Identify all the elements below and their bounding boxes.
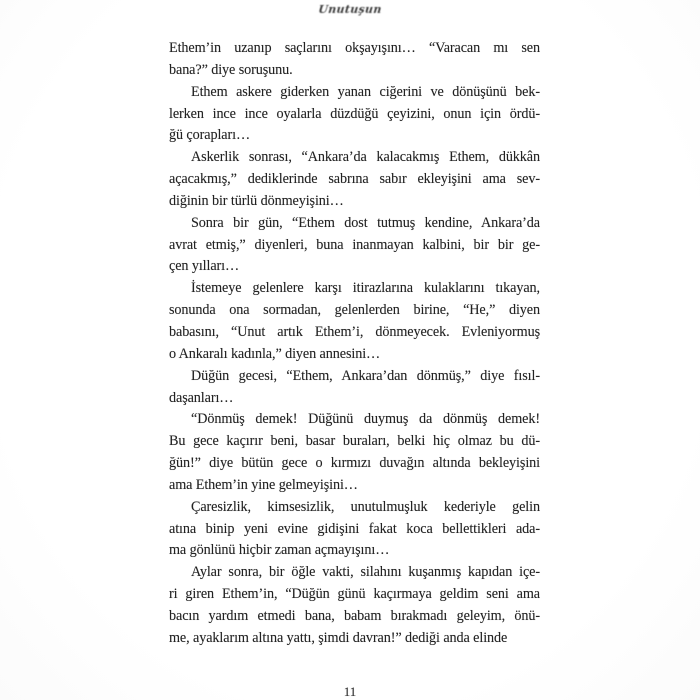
- text-line: bana?” diye soruşunu.: [169, 61, 293, 78]
- text-line: Ethem’in uzanıp saçlarını okşayışını… “Varacan mı sen: [169, 40, 540, 56]
- text-line: ri giren Ethem’in, “Düğün günü kaçırmaya geldim seni ama: [169, 586, 540, 603]
- paragraph: [169, 38, 540, 82]
- text-line: İstemeye gelenlere karşı itirazlarına kulaklarını tıkayan,: [191, 280, 540, 297]
- text-line: o Ankaralı kadınla,” diyen annesini…: [169, 345, 381, 362]
- text-line: Ethem askere giderken yanan ciğerini ve dönüşünü bek-: [191, 83, 540, 100]
- text-line: ama Ethem’in yine gelmeyişini…: [169, 476, 358, 493]
- paragraph: [169, 366, 540, 410]
- paragraph: [169, 409, 540, 496]
- text-line: çen yılları…: [169, 258, 240, 275]
- paragraph: [169, 562, 540, 649]
- text-line: diğinin bir türlü dönmeyişini…: [169, 192, 344, 209]
- text-block: [169, 38, 540, 650]
- paragraph: [169, 82, 540, 148]
- text-line: Çaresizlik, kimsesizlik, unutulmuşluk kederiyle gelin: [191, 498, 540, 515]
- text-line: me, ayaklarım altına yattı, şimdi davran!” dediği anda elinde: [169, 629, 508, 646]
- text-line: ma gönlünü hiçbir zaman açmayışını…: [169, 542, 390, 559]
- text-line: bacın yardım etmedi bana, babam bırakmadı geleyim, önü-: [169, 607, 540, 624]
- text-line: lerken ince ince oyalarla düzdüğü çeyizini, onun için ördü-: [169, 105, 540, 122]
- text-line: Sonra bir gün, “Ethem dost tutmuş kendine, Ankara’da: [191, 214, 540, 231]
- text-line: daşanları…: [169, 389, 234, 406]
- text-line: ğü çorapları…: [169, 127, 251, 144]
- text-line: avrat etmiş,” diyenleri, buna inanmayan kalbini, bir bir ge-: [169, 236, 540, 253]
- text-line: Düğün gecesi, “Ethem, Ankara’dan dönmüş,” diye fısıl-: [191, 367, 540, 384]
- paragraph: [169, 213, 540, 279]
- text-line: Askerlik sonrası, “Ankara’da kalacakmış Ethem, dükkân: [191, 149, 540, 166]
- text-line: “Dönmüş demek! Düğünü duymuş da dönmüş demek!: [191, 411, 540, 428]
- text-line: Aylar sonra, bir öğle vakti, silahını kuşanmış kapıdan içe-: [191, 564, 540, 581]
- text-line: Bu gece kaçırır beni, basar buraları, belki hiç olmaz bu dü-: [169, 433, 540, 450]
- text-line: atına binip yeni evine gidişini fakat koca bellettikleri ada-: [169, 520, 540, 537]
- paragraph: [169, 147, 540, 213]
- text-line: ğün!” diye bütün gece o kırmızı duvağın altında bekleyişini: [169, 455, 540, 472]
- running-head-title: Unutuşun: [317, 3, 383, 16]
- text-line: açacakmış,” dediklerinde sabrına sabır ekleyişini ama sev-: [169, 171, 540, 188]
- text-line: sonunda ona sormadan, gelenlerden birine, “He,” diyen: [169, 302, 540, 319]
- page-number: 11: [343, 684, 357, 699]
- paragraph: [169, 497, 540, 563]
- text-line: babasını, “Unut artık Ethem’i, dönmeyecek. Evleniyormuş: [169, 323, 540, 340]
- paragraph: [169, 278, 540, 365]
